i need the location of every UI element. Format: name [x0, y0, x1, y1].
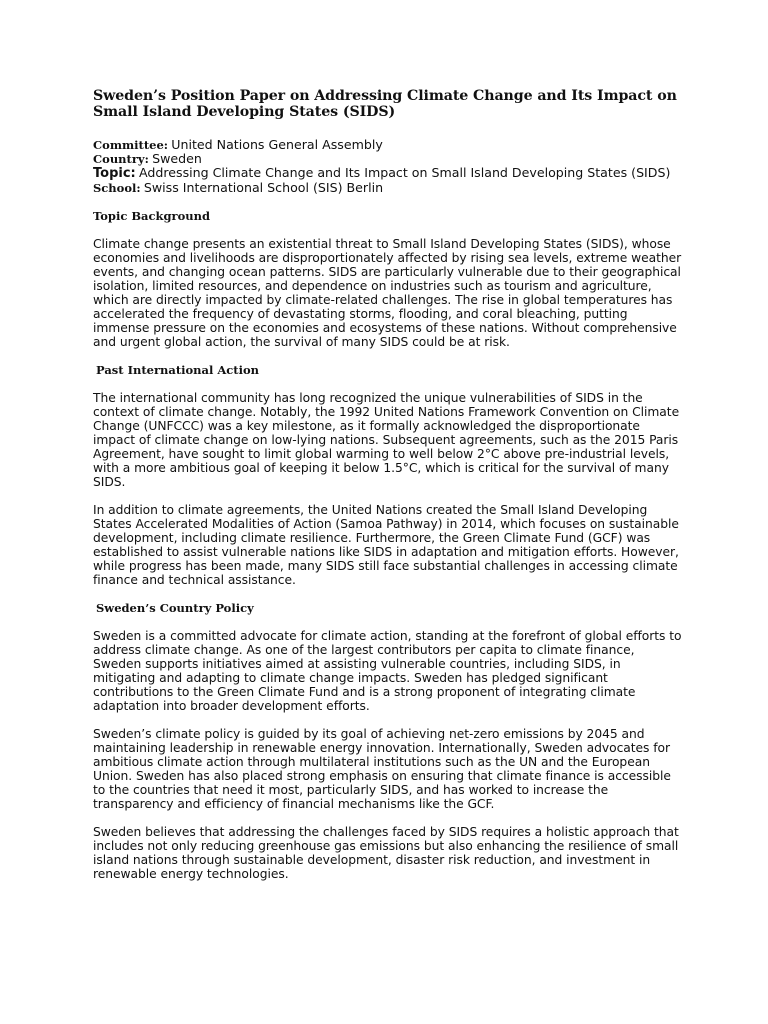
committee-value: United Nations General Assembly — [171, 137, 383, 152]
country-value: Sweden — [152, 151, 202, 166]
country-label: Country: — [93, 152, 149, 166]
topic-line — [93, 166, 683, 181]
paragraph-topic-background: Climate change presents an existential threat to Small Island Developing States (SIDS), whose economies and livelihoods are disproportionately affected by rising sea levels, extreme weather events, and changing ocean patterns. SIDS are particularly vulnerable due to their geographical isolation, limited resources, and dependence on industries such as tourism and agriculture, which are directly impacted by climate-related challenges. The rise in global temperatures has accelerated the frequency of devastating storms, flooding, and coral bleaching, putting immense pressure on the economies and ecosystems of these nations. Without comprehensive and urgent global action, the survival of many SIDS could be at risk. — [93, 237, 682, 349]
paragraph-past-action-2: In addition to climate agreements, the United Nations created the Small Island Developing States Accelerated Modalities of Action (Samoa Pathway) in 2014, which focuses on sustainable development, including climate resilience. Furthermore, the Green Climate Fund (GCF) was established to assist vulnerable nations like SIDS in adaptation and mitigation efforts. However, while progress has been made, many SIDS still face substantial challenges in accessing climate finance and technical assistance. — [93, 503, 679, 587]
school-value: Swiss International School (SIS) Berlin — [143, 180, 384, 195]
school-label: School: — [93, 181, 141, 195]
section-heading-topic-background: Topic Background — [93, 209, 210, 223]
topic-label: Topic: — [93, 166, 136, 181]
section-heading-country-policy: Sweden’s Country Policy — [96, 601, 254, 615]
topic-value: Addressing Climate Change and Its Impact on Small Island Developing States (SIDS) — [139, 165, 671, 180]
paragraph-country-policy-2: Sweden’s climate policy is guided by its goal of achieving net-zero emissions by 2045 and maintaining leadership in renewable energy innovation. Internationally, Sweden advocates for ambitious climate action through multilateral institutions such as the UN and the European Union. Sweden has also placed strong emphasis on ensuring that climate finance is accessible to the countries that need it most, particularly SIDS, and has worked to increase the transparency and efficiency of financial mechanisms like the GCF. — [93, 727, 671, 811]
paragraph-country-policy-3: Sweden believes that addressing the challenges faced by SIDS requires a holistic approach that includes not only reducing greenhouse gas emissions but also enhancing the resilience of small island nations through sustainable development, disaster risk reduction, and investment in renewable energy technologies. — [93, 825, 679, 881]
document-title: Sweden’s Position Paper on Addressing Climate Change and Its Impact on Small Island Developing States (SIDS) — [93, 88, 677, 120]
paragraph-past-action-1: The international community has long recognized the unique vulnerabilities of SIDS in the context of climate change. Notably, the 1992 United Nations Framework Convention on Climate Change (UNFCCC) was a key milestone, as it formally acknowledged the disproportionate impact of climate change on low-lying nations. Subsequent agreements, such as the 2015 Paris Agreement, have sought to limit global warming to well below 2°C above pre-industrial levels, with a more ambitious goal of keeping it below 1.5°C, which is critical for the survival of many SIDS. — [93, 391, 680, 489]
school-line — [93, 181, 683, 195]
document-page — [93, 88, 683, 895]
section-heading-past-international-action: Past International Action — [96, 363, 259, 377]
metadata-block — [93, 138, 683, 195]
country-line — [93, 152, 683, 166]
committee-label: Committee: — [93, 138, 169, 152]
committee-line — [93, 138, 683, 152]
paragraph-country-policy-1: Sweden is a committed advocate for climate action, standing at the forefront of global efforts to address climate change. As one of the largest contributors per capita to climate finance, Sweden supports initiatives aimed at assisting vulnerable countries, including SIDS, in mitigating and adapting to climate change impacts. Sweden has pledged significant contributions to the Green Climate Fund and is a strong proponent of integrating climate adaptation into broader development efforts. — [93, 629, 682, 713]
